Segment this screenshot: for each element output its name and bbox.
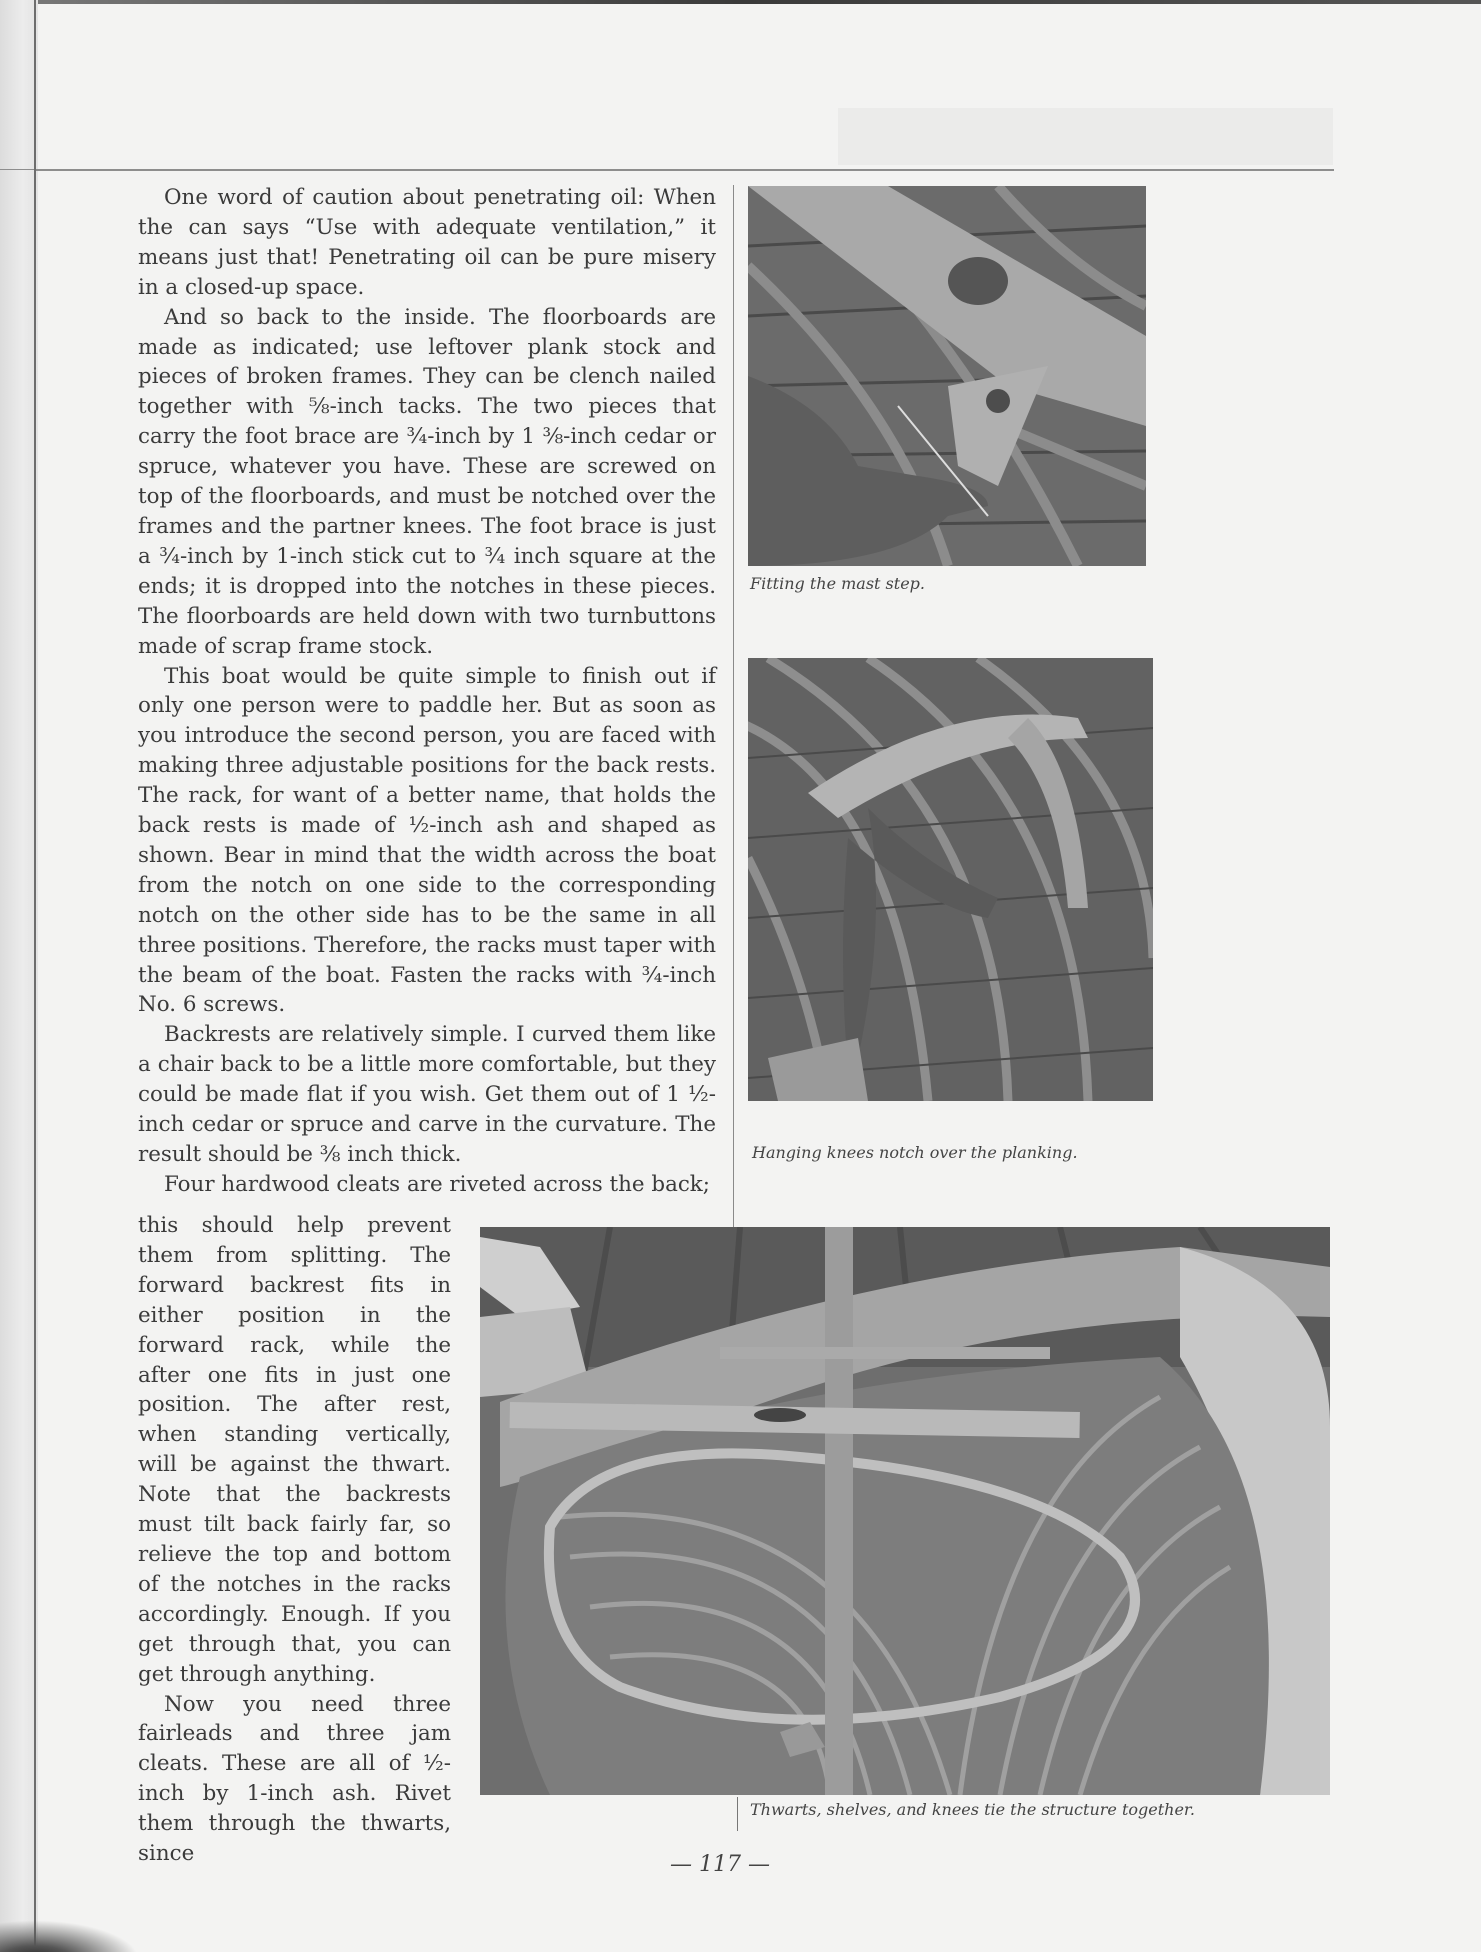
photo-hanging-knees-image xyxy=(748,658,1153,1101)
caption-hull-structure: Thwarts, shelves, and knees tie the structure together. xyxy=(750,1800,1195,1819)
photo-mast-step xyxy=(748,186,1146,566)
paragraph: One word of caution about penetrating oil: When the can says “Use with adequate ventilation,” it means just that! Penetrating oil can be pure misery in a closed-up space. xyxy=(138,185,716,300)
column-divider xyxy=(733,185,734,1227)
scan-corner-shadow xyxy=(0,1920,140,1952)
page-number: — 117 — xyxy=(670,1852,770,1877)
paragraph: This boat would be quite simple to finish out if only one person were to paddle her. But as soon as you introduce the second person, you are faced with making three adjustable positions for the back rests. The rack, for want of a better name, that holds the back rests is made of ½-inch ash and shaped as shown. Bear in mind that the width across the boat from the notch on one side to the corresponding notch on the other side has to be the same in all three positions. Therefore, the racks must taper with the beam of the boat. Fasten the racks with ¾-inch No. 6 screws. xyxy=(138,663,716,1018)
caption-hanging-knees: Hanging knees notch over the planking. xyxy=(752,1143,1078,1162)
paragraph: And so back to the inside. The floorboards are made as indicated; use leftover plank stock and pieces of broken frames. They can be clench nailed together with ⅝-inch tacks. The two pieces that carry the foot brace are ¾-inch by 1 ⅜-inch cedar or spruce, whatever you have. These are screwed on top of the floorboards, and must be notched over the frames and the partner knees. The foot brace is just a ¾-inch by 1-inch stick cut to ¾ inch square at the ends; it is dropped into the notches in these pieces. The floorboards are held down with two turnbuttons made of scrap frame stock. xyxy=(138,304,716,659)
page-top-edge xyxy=(0,0,1481,4)
gutter-line xyxy=(34,0,36,1952)
photo-hanging-knees xyxy=(748,658,1153,1101)
header-rule xyxy=(36,169,1334,171)
paragraph: Four hardwood cleats are riveted across the back; xyxy=(164,1171,710,1197)
caption-divider xyxy=(737,1797,738,1831)
paragraph: Backrests are relatively simple. I curved them like a chair back to be a little more comfortable, but they could be made flat if you wish. Get them out of 1 ½-inch cedar or spruce and carve in the curvature. The result should be ⅜ inch thick. xyxy=(138,1022,716,1167)
main-text-column xyxy=(138,183,716,1200)
narrow-text-column xyxy=(138,1211,451,1869)
photo-mast-step-image xyxy=(748,186,1146,566)
photo-hull-interior-image xyxy=(480,1227,1330,1795)
margin-rule xyxy=(0,169,34,170)
photo-hull-interior xyxy=(480,1227,1330,1795)
paragraph: this should help prevent them from splitting. The forward backrest fits in either position in the forward rack, while the after one fits in just one position. The after rest, when standing vertically, will be against the thwart. Note that the backrests must tilt back fairly far, so relieve the top and bottom of the notches in the racks accordingly. Enough. If you get through that, you can get through anything. xyxy=(138,1213,451,1687)
faded-header-block xyxy=(838,108,1333,165)
binding-shadow xyxy=(0,0,38,1952)
paragraph: Now you need three fairleads and three jam cleats. These are all of ½-inch by 1-inch ash. Rivet them through the thwarts, since xyxy=(138,1691,451,1867)
caption-mast-step: Fitting the mast step. xyxy=(750,574,925,593)
